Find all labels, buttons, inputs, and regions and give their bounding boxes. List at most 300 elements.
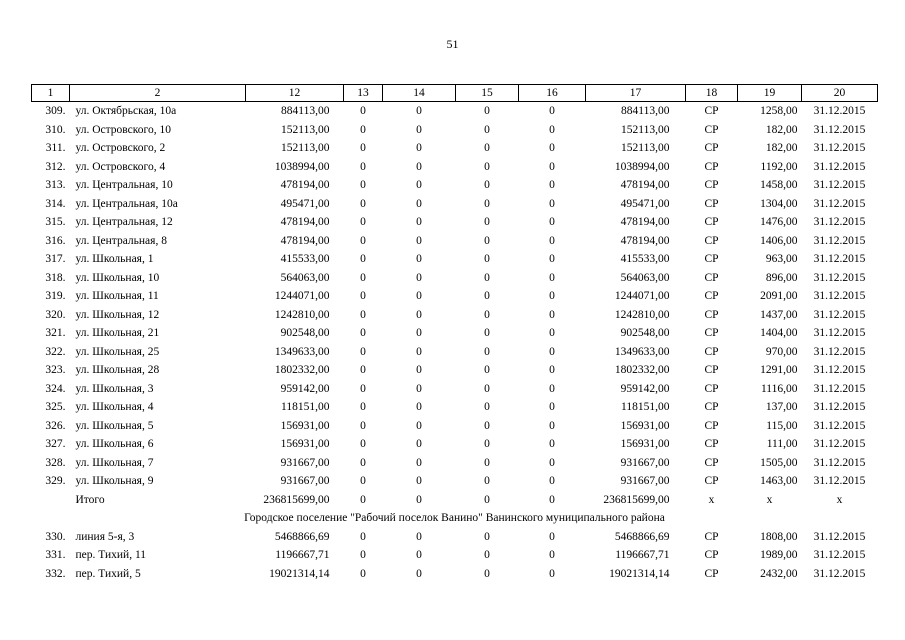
row-number-cell: 319. <box>45 290 66 303</box>
amount-col17-cell: 1242810,00 <box>614 308 670 321</box>
area-value-cell: 1291,00 <box>760 364 798 377</box>
value-col16-cell: 0 <box>549 530 555 543</box>
value-col16-cell: 0 <box>549 308 555 321</box>
deadline-date-cell: 31.12.2015 <box>813 549 866 562</box>
header-cell: 16 <box>519 85 586 102</box>
value-col13-cell: 0 <box>360 253 366 266</box>
value-col14-cell: 0 <box>416 382 422 395</box>
amount-col17-cell: 931667,00 <box>620 475 670 488</box>
value-col16-cell: 0 <box>549 456 555 469</box>
value-col13-cell: 0 <box>360 271 366 284</box>
total-cell: 236815699,00 <box>263 493 330 506</box>
value-col16-cell: 0 <box>549 475 555 488</box>
table-row <box>32 398 878 417</box>
value-col14-cell: 0 <box>416 475 422 488</box>
amount-col12-cell: 156931,00 <box>280 419 330 432</box>
method-code-cell: СР <box>704 271 719 284</box>
row-number-cell: 310. <box>45 123 66 136</box>
table-row <box>32 102 878 121</box>
amount-col17-cell: 884113,00 <box>621 105 670 118</box>
value-col16-cell: 0 <box>549 197 555 210</box>
total-row <box>32 491 878 510</box>
value-col15-cell: 0 <box>484 530 490 543</box>
method-code-cell: СР <box>704 142 719 155</box>
value-col13-cell: 0 <box>360 234 366 247</box>
value-col16-cell: 0 <box>549 364 555 377</box>
value-col15-cell: 0 <box>484 549 490 562</box>
value-col16-cell: 0 <box>549 253 555 266</box>
area-value-cell: 970,00 <box>765 345 798 358</box>
value-col13-cell: 0 <box>360 567 366 580</box>
deadline-date-cell: 31.12.2015 <box>813 290 866 303</box>
value-col13-cell: 0 <box>360 308 366 321</box>
address-cell: ул. Островского, 4 <box>75 160 166 173</box>
value-col13-cell: 0 <box>360 364 366 377</box>
method-code-cell: СР <box>704 438 719 451</box>
row-number-cell: 325. <box>45 401 66 414</box>
value-col13-cell: 0 <box>360 142 366 155</box>
area-value-cell: 2091,00 <box>760 290 798 303</box>
deadline-date-cell: 31.12.2015 <box>813 456 866 469</box>
address-cell: пер. Тихий, 11 <box>75 549 147 562</box>
area-value-cell: 1437,00 <box>760 308 798 321</box>
method-code-cell: СР <box>704 456 719 469</box>
table-row <box>32 232 878 251</box>
value-col13-cell: 0 <box>360 160 366 173</box>
area-value-cell: 137,00 <box>765 401 798 414</box>
method-code-cell: СР <box>704 197 719 210</box>
area-value-cell: 1505,00 <box>760 456 798 469</box>
amount-col12-cell: 415533,00 <box>280 253 330 266</box>
value-col14-cell: 0 <box>416 105 422 118</box>
amount-col12-cell: 1038994,00 <box>274 160 330 173</box>
area-value-cell: 896,00 <box>765 271 798 284</box>
row-number-cell: 321. <box>45 327 66 340</box>
value-col15-cell: 0 <box>484 345 490 358</box>
amount-col17-cell: 495471,00 <box>620 197 670 210</box>
header-cell: 17 <box>586 85 686 102</box>
amount-col12-cell: 19021314,14 <box>269 567 330 580</box>
area-value-cell: 1406,00 <box>760 234 798 247</box>
area-value-cell: 115,00 <box>766 419 798 432</box>
address-cell: ул. Школьная, 1 <box>75 253 154 266</box>
address-cell: ул. Центральная, 8 <box>75 234 167 247</box>
value-col15-cell: 0 <box>484 253 490 266</box>
value-col14-cell: 0 <box>416 160 422 173</box>
method-code-cell: СР <box>704 549 719 562</box>
amount-col12-cell: 959142,00 <box>280 382 330 395</box>
value-col15-cell: 0 <box>484 327 490 340</box>
value-col15-cell: 0 <box>484 456 490 469</box>
method-code-cell: СР <box>704 290 719 303</box>
value-col13-cell: 0 <box>360 438 366 451</box>
deadline-date-cell: 31.12.2015 <box>813 179 866 192</box>
deadline-date-cell: 31.12.2015 <box>813 308 866 321</box>
deadline-date-cell: 31.12.2015 <box>813 438 866 451</box>
table-row <box>32 287 878 306</box>
method-code-cell: СР <box>704 308 719 321</box>
value-col16-cell: 0 <box>549 290 555 303</box>
value-col15-cell: 0 <box>484 382 490 395</box>
amount-col12-cell: 495471,00 <box>280 197 330 210</box>
method-code-cell: СР <box>704 364 719 377</box>
header-cell: 12 <box>246 85 344 102</box>
deadline-date-cell: 31.12.2015 <box>813 253 866 266</box>
method-code-cell: СР <box>704 253 719 266</box>
deadline-date-cell: 31.12.2015 <box>813 530 866 543</box>
row-number-cell: 312. <box>45 160 66 173</box>
amount-col12-cell: 478194,00 <box>280 216 330 229</box>
amount-col17-cell: 478194,00 <box>620 179 670 192</box>
table-row <box>32 565 878 584</box>
value-col15-cell: 0 <box>484 438 490 451</box>
row-number-cell: 316. <box>45 234 66 247</box>
value-col13-cell: 0 <box>360 475 366 488</box>
deadline-date-cell: 31.12.2015 <box>813 401 866 414</box>
address-cell: ул. Островского, 10 <box>75 123 171 136</box>
deadline-date-cell: 31.12.2015 <box>813 567 866 580</box>
address-cell: ул. Центральная, 12 <box>75 216 173 229</box>
address-cell: ул. Школьная, 11 <box>75 290 159 303</box>
value-col13-cell: 0 <box>360 179 366 192</box>
value-col16-cell: 0 <box>549 345 555 358</box>
value-col15-cell: 0 <box>484 105 490 118</box>
deadline-date-cell: 31.12.2015 <box>813 327 866 340</box>
deadline-date-cell: 31.12.2015 <box>813 271 866 284</box>
address-cell: ул. Школьная, 21 <box>75 327 160 340</box>
area-value-cell: 111,00 <box>766 438 798 451</box>
value-col13-cell: 0 <box>360 401 366 414</box>
amount-col17-cell: 1802332,00 <box>614 364 670 377</box>
table-row <box>32 380 878 399</box>
amount-col12-cell: 884113,00 <box>281 105 330 118</box>
value-col15-cell: 0 <box>484 179 490 192</box>
area-value-cell: 1476,00 <box>760 216 798 229</box>
row-number-cell: 326. <box>45 419 66 432</box>
table-row <box>32 121 878 140</box>
value-col14-cell: 0 <box>416 456 422 469</box>
table-row <box>32 139 878 158</box>
area-value-cell: 1989,00 <box>760 549 798 562</box>
value-col16-cell: 0 <box>549 382 555 395</box>
method-code-cell: СР <box>704 327 719 340</box>
header-cell: 20 <box>802 85 878 102</box>
value-col14-cell: 0 <box>416 216 422 229</box>
row-number-cell: 313. <box>45 179 66 192</box>
deadline-date-cell: 31.12.2015 <box>813 197 866 210</box>
deadline-date-cell: 31.12.2015 <box>813 419 866 432</box>
table-row <box>32 250 878 269</box>
area-value-cell: 963,00 <box>765 253 798 266</box>
value-col15-cell: 0 <box>484 123 490 136</box>
method-code-cell: СР <box>704 530 719 543</box>
total-cell: 0 <box>416 493 422 506</box>
method-code-cell: СР <box>704 382 719 395</box>
amount-col12-cell: 931667,00 <box>280 475 330 488</box>
amount-col12-cell: 152113,00 <box>281 123 330 136</box>
value-col13-cell: 0 <box>360 549 366 562</box>
value-col14-cell: 0 <box>416 419 422 432</box>
value-col14-cell: 0 <box>416 308 422 321</box>
header-row <box>32 85 878 102</box>
amount-col17-cell: 1244071,00 <box>614 290 670 303</box>
table-body-a <box>32 102 878 491</box>
table-row <box>32 306 878 325</box>
row-number-cell: 323. <box>45 364 66 377</box>
area-value-cell: 1304,00 <box>760 197 798 210</box>
value-col16-cell: 0 <box>549 105 555 118</box>
value-col13-cell: 0 <box>360 123 366 136</box>
value-col14-cell: 0 <box>416 438 422 451</box>
deadline-date-cell: 31.12.2015 <box>813 216 866 229</box>
value-col16-cell: 0 <box>549 327 555 340</box>
row-number-cell: 327. <box>45 438 66 451</box>
row-number-cell: 317. <box>45 253 66 266</box>
value-col16-cell: 0 <box>549 549 555 562</box>
amount-col12-cell: 156931,00 <box>280 438 330 451</box>
total-label: Итого <box>75 493 105 506</box>
total-cell: 236815699,00 <box>603 493 670 506</box>
amount-col17-cell: 152113,00 <box>621 123 670 136</box>
value-col16-cell: 0 <box>549 567 555 580</box>
amount-col12-cell: 118151,00 <box>281 401 330 414</box>
row-number-cell: 311. <box>45 142 66 155</box>
value-col13-cell: 0 <box>360 345 366 358</box>
amount-col17-cell: 118151,00 <box>621 401 670 414</box>
amount-col17-cell: 902548,00 <box>620 327 670 340</box>
address-cell: ул. Октябрьская, 10а <box>75 105 177 118</box>
value-col13-cell: 0 <box>360 382 366 395</box>
deadline-date-cell: 31.12.2015 <box>813 382 866 395</box>
value-col14-cell: 0 <box>416 179 422 192</box>
deadline-date-cell: 31.12.2015 <box>813 123 866 136</box>
method-code-cell: СР <box>704 419 719 432</box>
value-col14-cell: 0 <box>416 123 422 136</box>
address-cell: ул. Школьная, 28 <box>75 364 160 377</box>
row-number-cell: 314. <box>45 197 66 210</box>
table-row <box>32 472 878 491</box>
area-value-cell: 1404,00 <box>760 327 798 340</box>
amount-col12-cell: 564063,00 <box>280 271 330 284</box>
header-cell: 13 <box>344 85 383 102</box>
amount-col12-cell: 1196667,71 <box>275 549 330 562</box>
amount-col17-cell: 156931,00 <box>620 419 670 432</box>
row-number-cell: 330. <box>45 530 66 543</box>
area-value-cell: 1808,00 <box>760 530 798 543</box>
deadline-date-cell: 31.12.2015 <box>813 160 866 173</box>
table-body-b <box>32 528 878 584</box>
area-value-cell: 1116,00 <box>760 382 798 395</box>
area-value-cell: 1458,00 <box>760 179 798 192</box>
row-number-cell: 328. <box>45 456 66 469</box>
total-cell: х <box>836 493 843 506</box>
table-row <box>32 454 878 473</box>
page-number: 51 <box>446 37 459 51</box>
deadline-date-cell: 31.12.2015 <box>813 475 866 488</box>
amount-col12-cell: 1244071,00 <box>274 290 330 303</box>
value-col15-cell: 0 <box>484 271 490 284</box>
value-col13-cell: 0 <box>360 290 366 303</box>
value-col15-cell: 0 <box>484 290 490 303</box>
amount-col12-cell: 1349633,00 <box>274 345 330 358</box>
area-value-cell: 1192,00 <box>760 160 798 173</box>
row-number-cell: 331. <box>45 549 66 562</box>
amount-col17-cell: 1196667,71 <box>615 549 670 562</box>
method-code-cell: СР <box>704 234 719 247</box>
header-cell: 19 <box>738 85 802 102</box>
value-col16-cell: 0 <box>549 123 555 136</box>
method-code-cell: СР <box>704 567 719 580</box>
amount-col17-cell: 152113,00 <box>621 142 670 155</box>
table-row <box>32 158 878 177</box>
method-code-cell: СР <box>704 216 719 229</box>
method-code-cell: СР <box>704 105 719 118</box>
header-cell: 2 <box>70 85 246 102</box>
total-section <box>32 491 878 528</box>
value-col15-cell: 0 <box>484 419 490 432</box>
value-col15-cell: 0 <box>484 364 490 377</box>
value-col13-cell: 0 <box>360 530 366 543</box>
area-value-cell: 1258,00 <box>760 105 798 118</box>
address-cell: ул. Островского, 2 <box>75 142 166 155</box>
area-value-cell: 2432,00 <box>760 567 798 580</box>
value-col15-cell: 0 <box>484 160 490 173</box>
row-number-cell: 309. <box>45 105 66 118</box>
address-cell: ул. Школьная, 12 <box>75 308 160 321</box>
deadline-date-cell: 31.12.2015 <box>813 364 866 377</box>
address-cell: пер. Тихий, 5 <box>75 567 141 580</box>
table-row <box>32 528 878 547</box>
value-col15-cell: 0 <box>484 197 490 210</box>
value-col14-cell: 0 <box>416 197 422 210</box>
amount-col17-cell: 478194,00 <box>620 216 670 229</box>
total-cell: х <box>766 493 773 506</box>
value-col16-cell: 0 <box>549 160 555 173</box>
method-code-cell: СР <box>704 123 719 136</box>
value-col14-cell: 0 <box>416 345 422 358</box>
value-col14-cell: 0 <box>416 364 422 377</box>
address-cell: ул. Школьная, 4 <box>75 401 154 414</box>
amount-col17-cell: 5468866,69 <box>614 530 670 543</box>
value-col14-cell: 0 <box>416 290 422 303</box>
value-col14-cell: 0 <box>416 271 422 284</box>
address-cell: ул. Школьная, 25 <box>75 345 160 358</box>
method-code-cell: СР <box>704 345 719 358</box>
table-row <box>32 213 878 232</box>
value-col16-cell: 0 <box>549 438 555 451</box>
value-col14-cell: 0 <box>416 530 422 543</box>
value-col15-cell: 0 <box>484 216 490 229</box>
row-number-cell: 332. <box>45 567 66 580</box>
amount-col12-cell: 902548,00 <box>280 327 330 340</box>
table-row <box>32 435 878 454</box>
amount-col17-cell: 415533,00 <box>620 253 670 266</box>
amount-col12-cell: 478194,00 <box>280 179 330 192</box>
value-col16-cell: 0 <box>549 142 555 155</box>
area-value-cell: 182,00 <box>765 142 798 155</box>
amount-col12-cell: 931667,00 <box>280 456 330 469</box>
value-col15-cell: 0 <box>484 401 490 414</box>
row-number-cell: 322. <box>45 345 66 358</box>
value-col14-cell: 0 <box>416 142 422 155</box>
value-col14-cell: 0 <box>416 327 422 340</box>
value-col14-cell: 0 <box>416 549 422 562</box>
value-col14-cell: 0 <box>416 567 422 580</box>
header-cell: 14 <box>383 85 456 102</box>
table-row <box>32 176 878 195</box>
value-col16-cell: 0 <box>549 179 555 192</box>
method-code-cell: СР <box>704 160 719 173</box>
value-col15-cell: 0 <box>484 234 490 247</box>
value-col13-cell: 0 <box>360 456 366 469</box>
table-row <box>32 546 878 565</box>
deadline-date-cell: 31.12.2015 <box>813 105 866 118</box>
address-cell: линия 5-я, 3 <box>75 530 135 543</box>
total-cell <box>32 491 70 510</box>
amount-col12-cell: 152113,00 <box>281 142 330 155</box>
amount-col17-cell: 931667,00 <box>620 456 670 469</box>
method-code-cell: СР <box>704 401 719 414</box>
value-col15-cell: 0 <box>484 142 490 155</box>
header-cell: 18 <box>686 85 738 102</box>
value-col13-cell: 0 <box>360 105 366 118</box>
table-row <box>32 195 878 214</box>
section-heading-row <box>32 509 878 528</box>
amount-col17-cell: 156931,00 <box>620 438 670 451</box>
value-col15-cell: 0 <box>484 308 490 321</box>
header-cell: 15 <box>456 85 519 102</box>
address-cell: ул. Школьная, 5 <box>75 419 154 432</box>
value-col16-cell: 0 <box>549 401 555 414</box>
total-cell: 0 <box>484 493 490 506</box>
area-value-cell: 1463,00 <box>760 475 798 488</box>
row-number-cell: 320. <box>45 308 66 321</box>
amount-col12-cell: 1242810,00 <box>274 308 330 321</box>
method-code-cell: СР <box>704 179 719 192</box>
amount-col17-cell: 959142,00 <box>620 382 670 395</box>
value-col14-cell: 0 <box>416 234 422 247</box>
value-col14-cell: 0 <box>416 253 422 266</box>
address-cell: ул. Школьная, 3 <box>75 382 154 395</box>
value-col16-cell: 0 <box>549 216 555 229</box>
amount-col12-cell: 5468866,69 <box>274 530 330 543</box>
data-table <box>31 84 878 583</box>
table-row <box>32 343 878 362</box>
amount-col17-cell: 1038994,00 <box>614 160 670 173</box>
total-cell: х <box>708 493 715 506</box>
value-col15-cell: 0 <box>484 567 490 580</box>
value-col13-cell: 0 <box>360 197 366 210</box>
method-code-cell: СР <box>704 475 719 488</box>
table-row <box>32 417 878 436</box>
address-cell: ул. Центральная, 10а <box>75 197 178 210</box>
row-number-cell: 324. <box>45 382 66 395</box>
deadline-date-cell: 31.12.2015 <box>813 142 866 155</box>
deadline-date-cell: 31.12.2015 <box>813 345 866 358</box>
total-cell: 0 <box>549 493 555 506</box>
header-cell: 1 <box>32 85 70 102</box>
address-cell: ул. Школьная, 10 <box>75 271 160 284</box>
row-number-cell: 315. <box>45 216 66 229</box>
amount-col12-cell: 478194,00 <box>280 234 330 247</box>
value-col15-cell: 0 <box>484 475 490 488</box>
address-cell: ул. Центральная, 10 <box>75 179 173 192</box>
table-row <box>32 324 878 343</box>
value-col16-cell: 0 <box>549 271 555 284</box>
value-col16-cell: 0 <box>549 419 555 432</box>
deadline-date-cell: 31.12.2015 <box>813 234 866 247</box>
address-cell: ул. Школьная, 9 <box>75 475 154 488</box>
